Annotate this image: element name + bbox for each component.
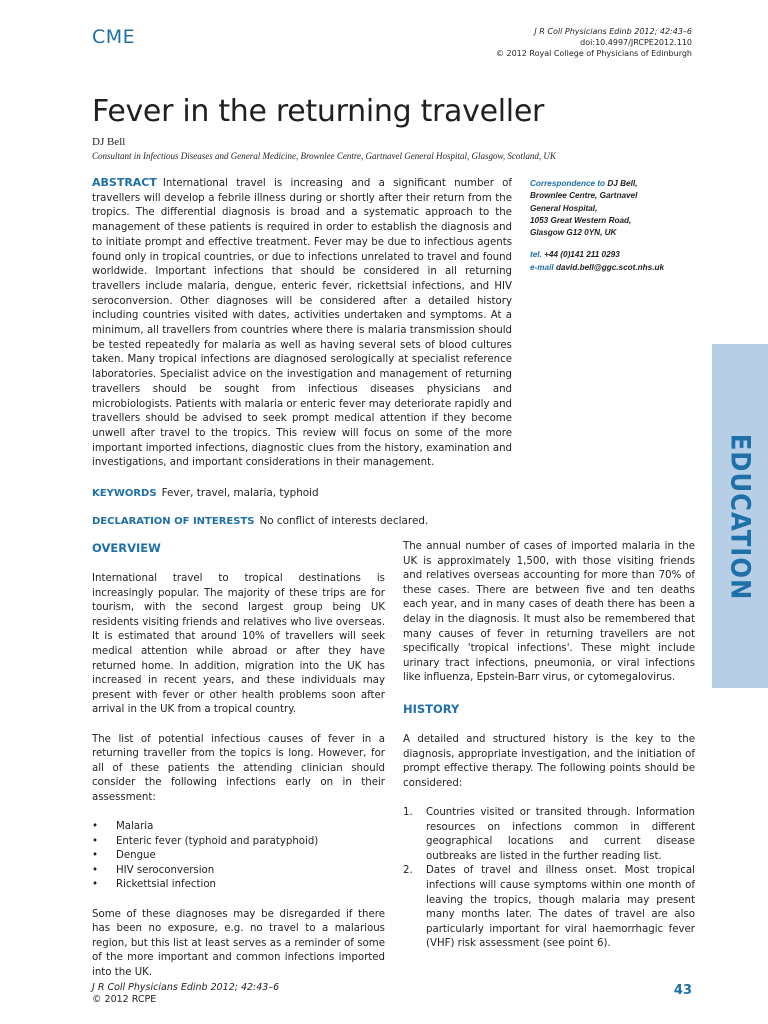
history-column [403, 733, 695, 952]
list-item: • Rickettsial infection [92, 878, 385, 893]
list-item: • Malaria [92, 820, 385, 835]
correspondence-label: Correspondence to [530, 179, 606, 188]
keywords-text: Fever, travel, malaria, typhoid [161, 487, 319, 499]
correspondence-name: DJ Bell, [607, 179, 638, 188]
item-text: Countries visited or transited through. Information resources on infections common in different geographical locations and current disease outbreaks are listed in the further reading list. [426, 806, 695, 862]
item-number: 1. [403, 806, 413, 818]
item-number: 2. [403, 865, 413, 877]
education-tab-label: EDUCATION [724, 433, 756, 601]
author-affiliation: Consultant in Infectious Diseases and General Medicine, Brownlee Centre, Gartnavel General Hospital, Glasgow, Scotland, UK [92, 151, 556, 161]
email-link[interactable]: david.bell@ggc.scot.nhs.uk [555, 262, 665, 272]
history-list [403, 806, 695, 952]
infection-list [92, 820, 385, 893]
history-paragraph: A detailed and structured history is the key to the diagnosis, appropriate investigation, and the initiation of prompt effective therapy. The following points should be considered: [403, 734, 695, 789]
right-column [403, 540, 695, 701]
declaration-label: DECLARATION OF INTERESTS [92, 516, 255, 527]
page-number: 43 [673, 983, 692, 998]
journal-copyright: © 2012 Royal College of Physicians of Edinburgh [495, 49, 692, 58]
item-text: Dates of travel and illness onset. Most tropical infections will cause symptoms within one month of leaving the tropics, though malaria may present many months later. The dates of travel are also particularly important for viral haemorrhagic fever (VHF) risk assessment (see point 6). [426, 865, 695, 950]
section-label: CME [92, 26, 136, 48]
keywords-label: KEYWORDS [92, 488, 157, 499]
correspondence-box [530, 178, 715, 274]
list-item: • HIV seroconversion [92, 864, 385, 879]
declaration-text: No conflict of interests declared. [259, 515, 429, 527]
abstract [92, 176, 512, 471]
journal-citation: J R Coll Physicians Edinb 2012; 42:43–6 [534, 27, 692, 36]
tel-label: tel. [530, 250, 542, 260]
history-heading: HISTORY [403, 702, 460, 716]
list-item: • Dengue [92, 849, 385, 864]
email-label: e-mail [530, 262, 554, 272]
keywords [92, 487, 319, 499]
article-author: DJ Bell [92, 136, 126, 148]
abstract-text: International travel is increasing and a significant number of travellers will develop a febrile illness during or shortly after their return from the tropics. The differential diagnosis is broad and a systematic approach to the management of these patients is required in order to establish the diagnosis and to initiate prompt and effective treatment. Fever may be due to infectious agents found only in tropical countries, or due to infections unrelated to travel and found worldwide. Important infections that should be considered in all returning travellers include malaria, dengue, enteric fever, rickettsial infections, and HIV seroconversion. Other diagnoses will be considered after a detailed history including countries visited with dates, activities undertaken and symptoms. At a minimum, all travellers from countries where there is malaria transmission should be tested repeatedly for malaria as well as having several sets of blood cultures taken. Many tropical infections are diagnosed serologically at specialist reference laboratories. Specialist advice on the investigation and management of returning travellers should be sought from infectious diseases physicians and microbiologists. Patients with malaria or enteric fever may deteriorate rapidly and travellers should be advised to seek prompt medical attention if they become unwell after travel to the tropics. This review will focus on some of the more important imported infections, diagnostic clues from the history, examination and investigations, and important considerations in their management. [92, 178, 512, 469]
tel-value: +44 (0)141 211 0293 [544, 250, 620, 260]
article-title: Fever in the returning traveller [92, 94, 545, 129]
overview-paragraph-2: The list of potential infectious causes of fever in a returning traveller from the topics is long. However, for all of these patients the attending clinician should consider the following infections early on in their assessment: [92, 733, 385, 803]
footer-copyright: © 2012 RCPE [92, 993, 157, 1005]
overview-paragraph-1: International travel to tropical destinations is increasingly popular. The majority of these trips are for tourism, with the second largest group being UK residents visiting friends and relatives who live overseas. It is estimated that around 10% of travellers will seek medical attention while abroad or after they have returned home. In addition, migration into the UK has increased in recent years, and these individuals may present with fever or other health problems soon after arrival in the UK from a tropical country. [92, 573, 385, 716]
overview-paragraph-3: Some of these diagnoses may be disregarded if there has been no exposure, e.g. no travel to a malarious region, but this list at least serves as a reminder of some of the more important and common infections imported into the UK. [92, 908, 385, 979]
journal-meta [496, 26, 692, 59]
correspondence-line2: General Hospital, [530, 203, 598, 213]
list-item: • Enteric fever (typhoid and paratyphoid) [92, 835, 385, 850]
correspondence-line1: Brownlee Centre, Gartnavel [530, 191, 638, 201]
malaria-paragraph: The annual number of cases of imported malaria in the UK is approximately 1,500, with those visiting friends and relatives overseas accounting for more than 70% of these cases. There are between five and ten deaths each year, and in many cases of death there has been a delay in the diagnosis. It must also be remembered that many causes of fever in returning travellers are not specifically 'tropical infections'. These might include urinary tract infections, pneumonia, or viral infections like influenza, Epstein-Barr virus, or cytomegalovirus. [403, 541, 695, 684]
overview-column [92, 572, 385, 995]
footer-citation [92, 982, 279, 1005]
overview-heading: OVERVIEW [92, 541, 161, 555]
footer-journal: J R Coll Physicians Edinb 2012; 42:43–6 [92, 982, 280, 993]
abstract-label: ABSTRACT [92, 176, 157, 189]
list-item [403, 864, 695, 952]
declaration-of-interests [92, 515, 428, 527]
list-item [403, 806, 695, 864]
correspondence-line3: 1053 Great Western Road, [530, 215, 632, 225]
journal-doi: doi:10.4997/JRCPE2012.110 [580, 38, 692, 47]
correspondence-line4: Glasgow G12 0YN, UK [530, 228, 617, 238]
